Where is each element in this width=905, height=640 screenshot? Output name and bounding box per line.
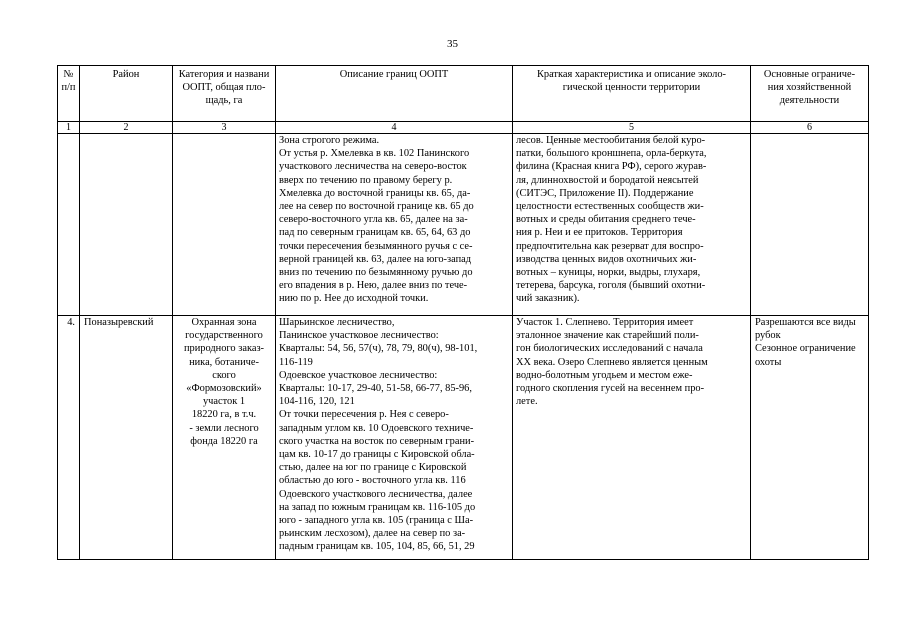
category-cell bbox=[173, 134, 276, 316]
text-line: рубок bbox=[755, 330, 781, 342]
row-number-cell: 4. bbox=[58, 316, 80, 560]
text-line: верной границей кв. 63, далее на юго-запад bbox=[279, 253, 472, 265]
protected-areas-table bbox=[57, 65, 869, 560]
header-restrictions bbox=[751, 66, 869, 122]
row-number-cell bbox=[58, 134, 80, 316]
text-line: ля, длиннохвостой и бородатой неясытей bbox=[516, 174, 699, 186]
text-line: цам кв. 10-17 до границы с Кировской обла- bbox=[279, 449, 475, 461]
text-line: Кварталы: 10-17, 29-40, 51-58, 66-77, 85-96, bbox=[279, 383, 472, 395]
text-line: Описание границ ООПТ bbox=[339, 69, 449, 80]
text-line: Шарьинское лесничество, bbox=[279, 317, 395, 328]
header-boundary bbox=[276, 66, 513, 122]
text-line: ния хозяйственной bbox=[767, 82, 852, 94]
text-line: вниз по течению по безымянному ручью до bbox=[279, 267, 473, 279]
header-category bbox=[173, 66, 276, 122]
text-line: «Формозовский» bbox=[186, 383, 262, 395]
page-number: 35 bbox=[447, 38, 458, 50]
text-line: ника, ботаниче- bbox=[189, 356, 259, 368]
text-line: Одоевского участкового лесничества, далее bbox=[279, 488, 473, 500]
header-row bbox=[58, 66, 869, 122]
characteristic-cell bbox=[513, 134, 751, 316]
text-line: ния р. Неи и ее притоков. Территория bbox=[516, 227, 683, 239]
text-line: нию по р. Нее до исходной точки. bbox=[279, 293, 429, 305]
text-line: участкового лесничества на северо-восток bbox=[279, 161, 467, 173]
text-line: природного заказ- bbox=[183, 343, 265, 355]
header-district bbox=[80, 66, 173, 122]
text-line: целостности естественных сообществ жи- bbox=[516, 201, 704, 213]
text-line: Сезонное ограничение bbox=[755, 343, 856, 355]
text-line: точки пересечения безымянного ручья с се- bbox=[279, 240, 473, 252]
text-line: 104-116, 120, 121 bbox=[279, 396, 355, 408]
text-line: вотных – куницы, норки, выдры, глухаря, bbox=[516, 267, 701, 279]
text-line: юго - западного угла кв. 105 (граница с Ша- bbox=[279, 515, 474, 527]
text-line: лее на север по восточной границе кв. 65 до bbox=[279, 201, 474, 213]
category-cell bbox=[173, 316, 276, 560]
text-line: областью до юго - восточного угла кв. 116 bbox=[279, 475, 466, 487]
text-line: стью, далее на юг по границе с Кировской bbox=[279, 462, 467, 474]
text-line: Участок 1. Слепнево. Территория имеет bbox=[516, 317, 694, 328]
text-line: Одоевское участковое лесничество: bbox=[279, 369, 438, 381]
column-number: 5 bbox=[513, 122, 751, 134]
text-line: № bbox=[63, 69, 74, 80]
text-line: государственного bbox=[185, 330, 263, 342]
text-line: участок 1 bbox=[202, 396, 246, 408]
text-line: западным углом кв. 10 Одоевского техниче- bbox=[279, 422, 474, 434]
text-line: гон биологических исследований с начала bbox=[516, 343, 703, 355]
column-number: 1 bbox=[58, 122, 80, 134]
text-line: его впадения в р. Нею, далее вниз по тече- bbox=[279, 280, 468, 292]
text-line: Кварталы: 54, 56, 57(ч), 78, 79, 80(ч), 98-101, bbox=[279, 343, 478, 355]
text-line: 18220 га, в т.ч. bbox=[191, 409, 257, 421]
text-line: тетерева, барсука, гоголя (бывший охотни- bbox=[516, 280, 706, 292]
text-line: предпочтительна как резерват для воспро- bbox=[516, 240, 704, 252]
text-line: 116-119 bbox=[279, 356, 313, 368]
text-line: Категория и названи bbox=[178, 69, 270, 80]
text-line: рьинским лесхозом), далее на север по за- bbox=[279, 528, 466, 540]
text-line: пад по северным границам кв. 65, 64, 63 до bbox=[279, 227, 471, 239]
text-line: чий заказник). bbox=[516, 293, 580, 305]
text-line: филина (Красная книга РФ), серого журав- bbox=[516, 161, 707, 173]
text-line: падным границам кв. 105, 104, 85, 66, 51, 29 bbox=[279, 541, 475, 553]
text-line: От точки пересечения р. Нея с северо- bbox=[279, 409, 449, 421]
text-line: патки, большого кроншнепа, орла-беркута, bbox=[516, 148, 707, 160]
column-number: 2 bbox=[80, 122, 173, 134]
characteristic-cell bbox=[513, 316, 751, 560]
header-number bbox=[58, 66, 80, 122]
text-line: Панинское участковое лесничество: bbox=[279, 330, 439, 342]
text-line: северо-восточного угла кв. 65, далее на за- bbox=[279, 214, 468, 226]
text-line: вверх по течению по правому берегу р. bbox=[279, 174, 453, 186]
text-line: ского bbox=[212, 369, 236, 381]
text-line: Основные ограниче- bbox=[763, 69, 856, 80]
text-line: годного скопления гусей на весеннем про- bbox=[516, 383, 705, 395]
text-line: п/п bbox=[61, 82, 76, 94]
text-line: лесов. Ценные местообитания белой куро- bbox=[516, 135, 706, 146]
text-line: охоты bbox=[755, 356, 782, 368]
column-number: 6 bbox=[751, 122, 869, 134]
header-characteristic bbox=[513, 66, 751, 122]
text-line: XX века. Озеро Слепнево является ценным bbox=[516, 356, 708, 368]
text-line: лете. bbox=[516, 396, 538, 408]
text-line: ского участка на восток по северным грани- bbox=[279, 435, 475, 447]
text-line: (СИТЭС, Приложение II). Поддержание bbox=[516, 187, 694, 199]
text-line: Разрешаются все виды bbox=[755, 317, 856, 328]
column-number: 3 bbox=[173, 122, 276, 134]
restrictions-cell bbox=[751, 134, 869, 316]
text-line: Краткая характеристика и описание эколо- bbox=[536, 69, 727, 80]
text-line: щадь, га bbox=[205, 95, 243, 107]
text-line: Район bbox=[112, 69, 140, 80]
column-number: 4 bbox=[276, 122, 513, 134]
text-line: ООПТ, общая пло- bbox=[182, 82, 266, 94]
text-line: фонда 18220 га bbox=[190, 435, 258, 447]
text-line: Хмелевка до восточной границы кв. 65, да- bbox=[279, 187, 471, 199]
column-number-row bbox=[58, 122, 869, 134]
boundary-description-cell bbox=[276, 316, 513, 560]
district-cell bbox=[80, 134, 173, 316]
boundary-description-cell bbox=[276, 134, 513, 316]
text-line: вотных и среды обитания среднего тече- bbox=[516, 214, 696, 226]
district-cell: Поназыревский bbox=[80, 316, 173, 560]
restrictions-cell bbox=[751, 316, 869, 560]
text-line: изводства ценных видов охотничьих жи- bbox=[516, 253, 697, 265]
text-line: От устья р. Хмелевка в кв. 102 Панинского bbox=[279, 148, 470, 160]
table-row bbox=[58, 316, 869, 560]
text-line: эталонное значение как старейший поли- bbox=[516, 330, 699, 342]
text-line: на запад по южным границам кв. 116-105 до bbox=[279, 501, 476, 513]
text-line: Охранная зона bbox=[191, 317, 257, 328]
text-line: - земли лесного bbox=[189, 422, 259, 434]
text-line: деятельности bbox=[779, 95, 840, 107]
text-line: гической ценности территории bbox=[562, 82, 701, 94]
table-row bbox=[58, 134, 869, 316]
text-line: водно-болотным угодьем и местом еже- bbox=[516, 369, 693, 381]
text-line: Зона строгого режима. bbox=[279, 135, 380, 146]
